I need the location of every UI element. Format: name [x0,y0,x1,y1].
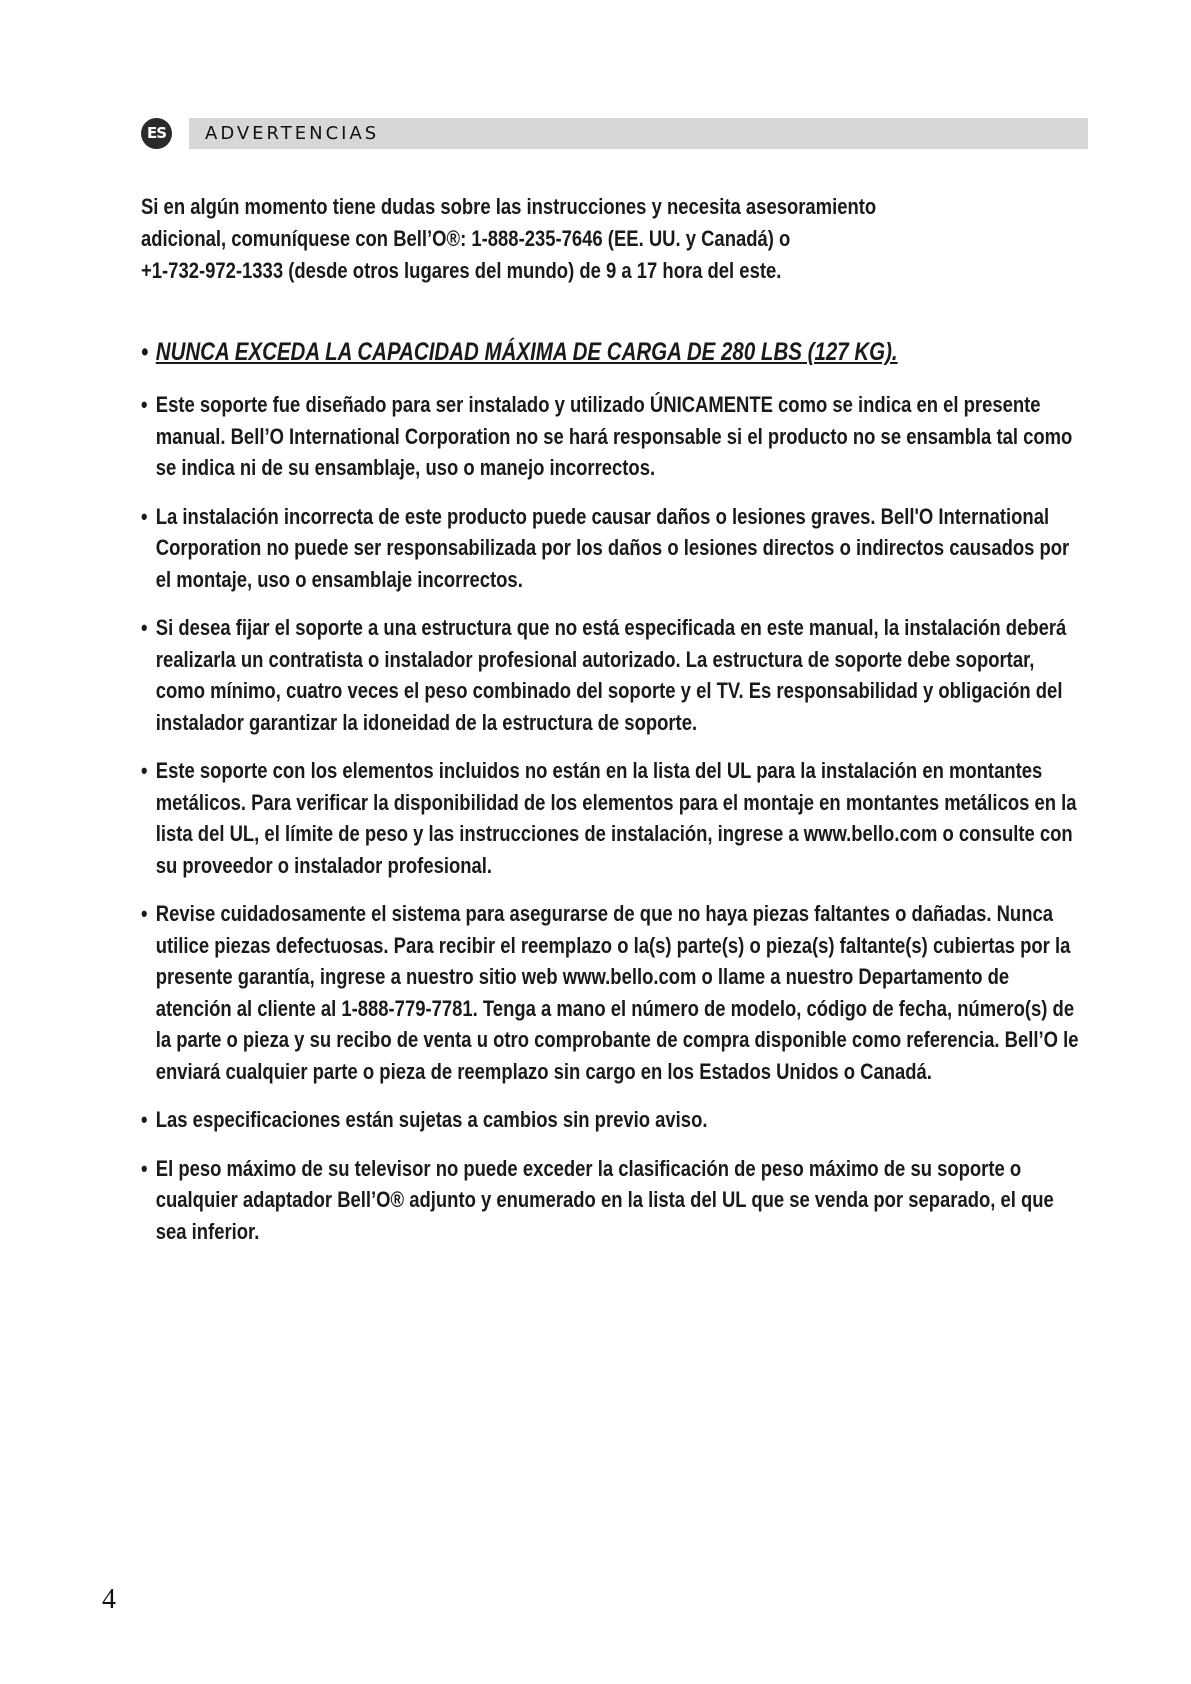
bullet: • [141,392,148,417]
bullet: • [141,338,149,366]
section-title-bar [189,118,1088,149]
warning-list-item [141,335,1084,369]
warnings-list [141,335,1084,1264]
list-item [141,389,1084,484]
list-item-text: Este soporte con los elementos incluidos no están en la lista del UL para la instalación en montantes metálicos. Para verificar la disponibilidad de los elementos para el montaje en montantes metálicos en la lista del UL, el límite de peso y las instrucciones de instalación, ingrese a www.bello.com o consulte con su proveedor o instalador profesional. [155,758,1077,878]
bullet: • [141,503,148,529]
page-number: 4 [102,1584,116,1615]
language-badge: ES [141,118,172,149]
bullet: • [141,901,148,926]
list-item [141,1104,1084,1136]
list-item-text: La instalación incorrecta de este producto puede causar daños o lesiones graves. Bell'O International Corporation no puede ser responsabilizada por los daños o lesiones directos o indirectos causados por el montaje, uso o ensamblaje incorrectos. [155,503,1070,592]
bullet: • [141,1155,148,1181]
list-item [141,612,1084,738]
list-item-text: Este soporte fue diseñado para ser instalado y utilizado ÚNICAMENTE como se indica en el presente manual. Bell’O International Corporation no se hará responsable si el producto no se ensambla tal como se indica ni de su ensamblaje, uso o manejo incorrectos. [155,392,1073,480]
section-title: ADVERTENCIAS [205,123,380,144]
list-item-text: Revise cuidadosamente el sistema para asegurarse de que no haya piezas faltantes o dañadas. Nunca utilice piezas defectuosas. Para recibir el reemplazo o la(s) parte(s) o pieza(s) faltante(s) cubiertas por la presente garantía, ingrese a nuestro sitio web www.bello.com o llame a nuestro Departamento de atención al cliente al 1-888-779-7781. Tenga a mano el número de modelo, código de fecha, número(s) de la parte o pieza y su recibo de venta u otro comprobante de compra disponible como referencia. Bell’O le enviará cualquier parte o pieza de reemplazo sin cargo en los Estados Unidos o Canadá. [155,901,1079,1084]
bullet: • [141,615,148,640]
bullet: • [141,1107,148,1132]
list-item-text: Si desea fijar el soporte a una estructura que no está especificada en este manual, la instalación deberá realizarla un contratista o instalador profesional autorizado. La estructura de soporte debe soportar, como mínimo, cuatro veces el peso combinado del soporte y el TV. Es responsabilidad y obligación del instalador garantizar la idoneidad de la estructura de soporte. [155,615,1067,735]
section-header [141,116,1088,152]
intro-paragraph [141,191,1084,287]
list-item [141,898,1084,1087]
intro-line: adicional, comuníquese con Bell’O®: 1-888-235-7646 (EE. UU. y Canadá) o [141,226,791,251]
list-item [141,755,1084,881]
list-item [141,1153,1084,1248]
list-item-text: El peso máximo de su televisor no puede exceder la clasificación de peso máximo de su soporte o cualquier adaptador Bell’O® adjunto y enumerado en la lista del UL que se venda por separado, el que sea inferior. [155,1155,1054,1244]
intro-line: Si en algún momento tiene dudas sobre las instrucciones y necesita asesoramiento [141,194,877,219]
max-load-warning: NUNCA EXCEDA LA CAPACIDAD MÁXIMA DE CARGA DE 280 LBS (127 KG). [155,338,898,366]
list-item [141,501,1084,596]
list-item-text: Las especificaciones están sujetas a cambios sin previo aviso. [155,1107,708,1132]
bullet: • [141,758,148,783]
intro-line: +1-732-972-1333 (desde otros lugares del mundo) de 9 a 17 hora del este. [141,258,782,283]
